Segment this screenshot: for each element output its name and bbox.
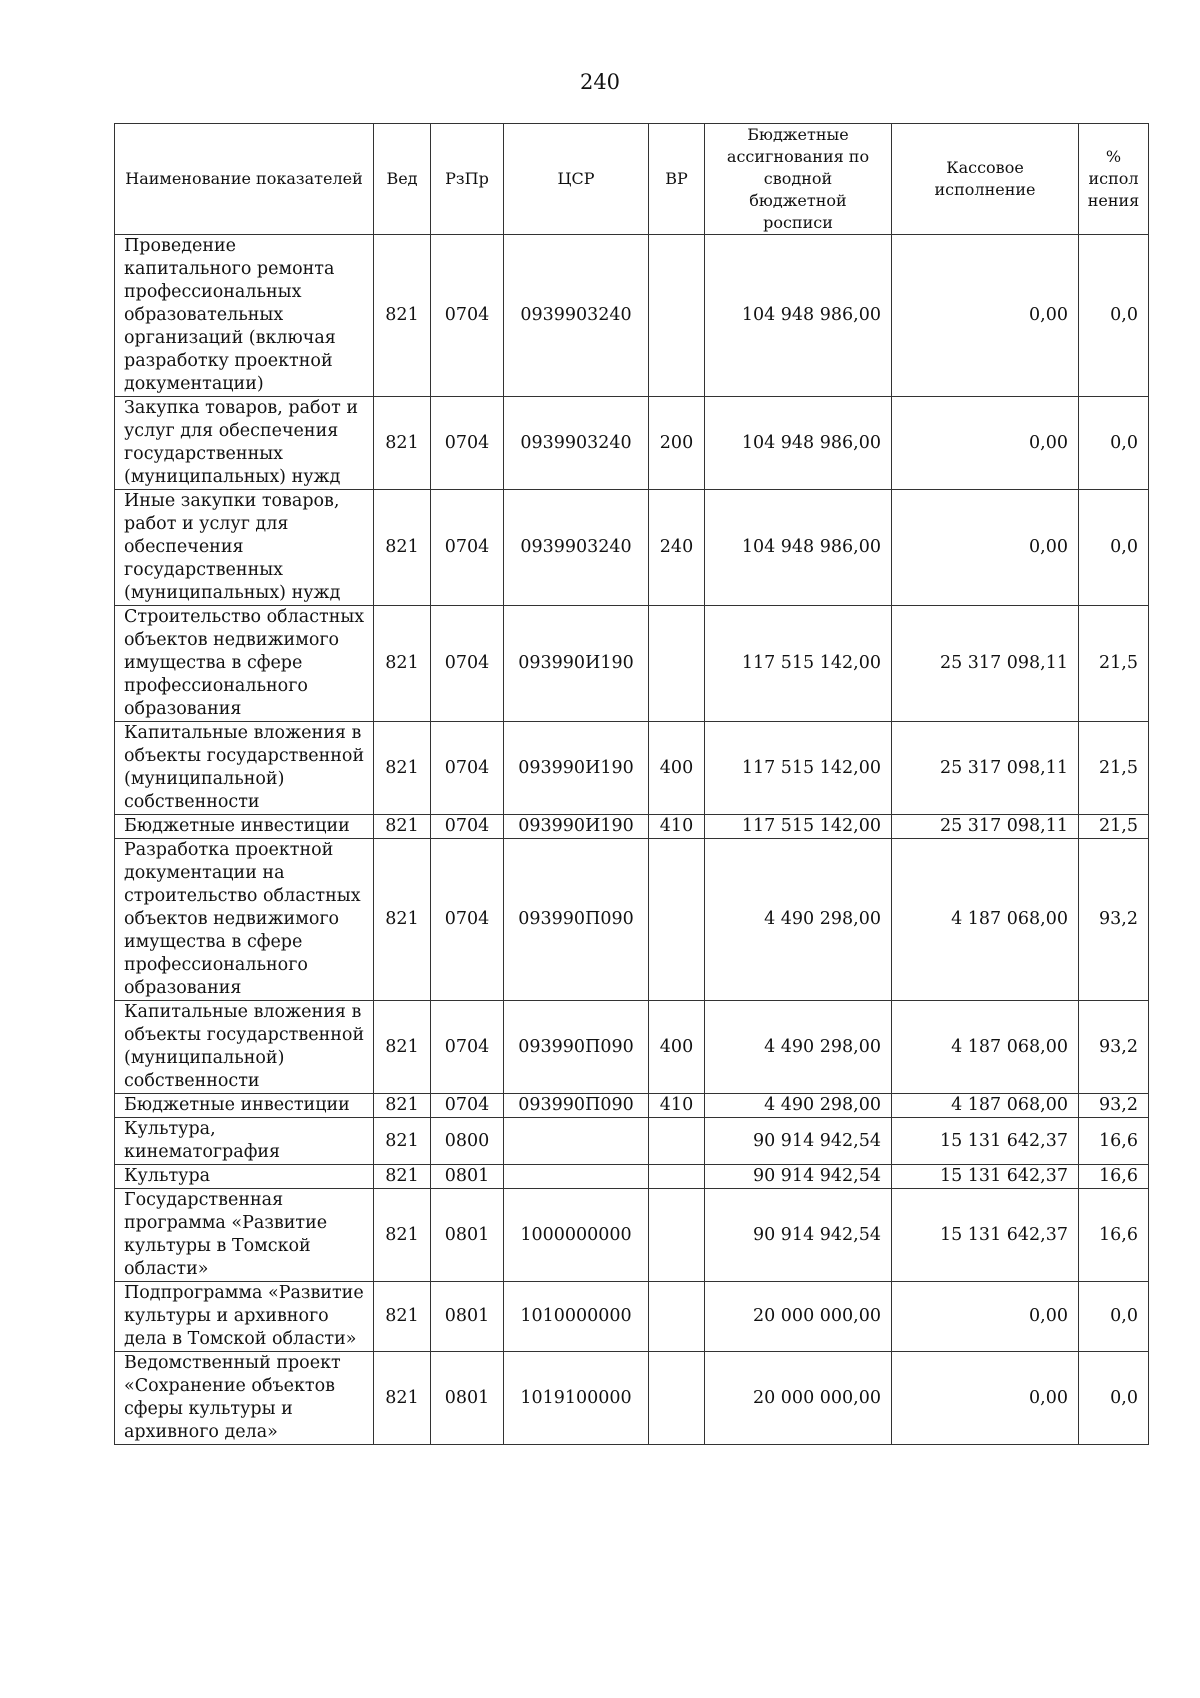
- cell-ved: 821: [374, 490, 431, 606]
- cell-name: Разработка проектной документации на строительство областных объектов недвижимого имущества в сфере профессионального образования: [115, 839, 374, 1001]
- cell-vr: 240: [649, 490, 705, 606]
- cell-cash: 0,00: [892, 235, 1079, 397]
- table-row: [115, 1165, 1149, 1189]
- cell-ved: 821: [374, 235, 431, 397]
- cell-csr: [504, 1165, 649, 1189]
- header-name: Наименование показателей: [115, 124, 374, 235]
- table-row: [115, 1282, 1149, 1352]
- cell-vr: [649, 1282, 705, 1352]
- cell-vr: [649, 1189, 705, 1282]
- cell-name: Ведомственный проект «Сохранение объектов сферы культуры и архивного дела»: [115, 1352, 374, 1445]
- cell-percent: 16,6: [1079, 1189, 1149, 1282]
- cell-name: Подпрограмма «Развитие культуры и архивного дела в Томской области»: [115, 1282, 374, 1352]
- cell-vr: [649, 1165, 705, 1189]
- cell-rzpr: 0704: [431, 397, 504, 490]
- cell-ved: 821: [374, 1352, 431, 1445]
- cell-csr: 0939903240: [504, 490, 649, 606]
- cell-csr: 093990П090: [504, 1094, 649, 1118]
- cell-ved: 821: [374, 1165, 431, 1189]
- cell-rzpr: 0704: [431, 1094, 504, 1118]
- cell-budget: 117 515 142,00: [705, 606, 892, 722]
- cell-cash: 4 187 068,00: [892, 1001, 1079, 1094]
- cell-budget: 20 000 000,00: [705, 1352, 892, 1445]
- cell-cash: 4 187 068,00: [892, 839, 1079, 1001]
- cell-rzpr: 0704: [431, 235, 504, 397]
- cell-budget: 90 914 942,54: [705, 1165, 892, 1189]
- header-budget: Бюджетные ассигнования по сводной бюджетной росписи: [705, 124, 892, 235]
- cell-rzpr: 0704: [431, 839, 504, 1001]
- cell-rzpr: 0800: [431, 1118, 504, 1165]
- cell-budget: 90 914 942,54: [705, 1189, 892, 1282]
- header-csr: ЦСР: [504, 124, 649, 235]
- cell-cash: 4 187 068,00: [892, 1094, 1079, 1118]
- cell-percent: 21,5: [1079, 722, 1149, 815]
- cell-rzpr: 0704: [431, 815, 504, 839]
- cell-rzpr: 0801: [431, 1189, 504, 1282]
- cell-vr: 410: [649, 815, 705, 839]
- budget-execution-table: [114, 123, 1149, 1445]
- cell-ved: 821: [374, 1189, 431, 1282]
- cell-csr: 1010000000: [504, 1282, 649, 1352]
- cell-percent: 16,6: [1079, 1165, 1149, 1189]
- cell-ved: 821: [374, 397, 431, 490]
- cell-cash: 0,00: [892, 1282, 1079, 1352]
- header-ved: Вед: [374, 124, 431, 235]
- cell-vr: [649, 839, 705, 1001]
- cell-percent: 21,5: [1079, 606, 1149, 722]
- cell-rzpr: 0801: [431, 1282, 504, 1352]
- cell-name: Капитальные вложения в объекты государственной (муниципальной) собственности: [115, 722, 374, 815]
- cell-ved: 821: [374, 722, 431, 815]
- cell-cash: 25 317 098,11: [892, 815, 1079, 839]
- cell-budget: 117 515 142,00: [705, 722, 892, 815]
- table-row: [115, 815, 1149, 839]
- table-header: [115, 124, 1149, 235]
- cell-percent: 16,6: [1079, 1118, 1149, 1165]
- cell-percent: 21,5: [1079, 815, 1149, 839]
- cell-cash: 15 131 642,37: [892, 1165, 1079, 1189]
- cell-csr: 093990П090: [504, 839, 649, 1001]
- cell-csr: 093990П090: [504, 1001, 649, 1094]
- cell-ved: 821: [374, 1094, 431, 1118]
- cell-percent: 93,2: [1079, 1094, 1149, 1118]
- cell-budget: 4 490 298,00: [705, 1094, 892, 1118]
- cell-vr: 410: [649, 1094, 705, 1118]
- cell-csr: 1000000000: [504, 1189, 649, 1282]
- cell-cash: 15 131 642,37: [892, 1118, 1079, 1165]
- cell-percent: 93,2: [1079, 1001, 1149, 1094]
- cell-rzpr: 0704: [431, 722, 504, 815]
- cell-ved: 821: [374, 1118, 431, 1165]
- cell-cash: 15 131 642,37: [892, 1189, 1079, 1282]
- table-row: [115, 1001, 1149, 1094]
- cell-csr: 0939903240: [504, 235, 649, 397]
- cell-rzpr: 0704: [431, 606, 504, 722]
- table-row: [115, 397, 1149, 490]
- cell-cash: 25 317 098,11: [892, 722, 1079, 815]
- header-cash: Кассовое исполнение: [892, 124, 1079, 235]
- header-vr: ВР: [649, 124, 705, 235]
- cell-name: Проведение капитального ремонта профессиональных образовательных организаций (включая разработку проектной документации): [115, 235, 374, 397]
- cell-csr: [504, 1118, 649, 1165]
- table-row: [115, 235, 1149, 397]
- cell-vr: 400: [649, 722, 705, 815]
- cell-ved: 821: [374, 606, 431, 722]
- cell-budget: 4 490 298,00: [705, 1001, 892, 1094]
- table-body: [115, 235, 1149, 1445]
- cell-budget: 4 490 298,00: [705, 839, 892, 1001]
- cell-vr: 200: [649, 397, 705, 490]
- cell-cash: 0,00: [892, 490, 1079, 606]
- cell-name: Иные закупки товаров, работ и услуг для обеспечения государственных (муниципальных) нужд: [115, 490, 374, 606]
- cell-cash: 0,00: [892, 1352, 1079, 1445]
- cell-percent: 0,0: [1079, 1352, 1149, 1445]
- cell-rzpr: 0704: [431, 1001, 504, 1094]
- cell-cash: 25 317 098,11: [892, 606, 1079, 722]
- cell-vr: [649, 235, 705, 397]
- table-row: [115, 1189, 1149, 1282]
- cell-budget: 104 948 986,00: [705, 490, 892, 606]
- cell-name: Культура, кинематография: [115, 1118, 374, 1165]
- cell-rzpr: 0801: [431, 1165, 504, 1189]
- table-row: [115, 1352, 1149, 1445]
- cell-ved: 821: [374, 815, 431, 839]
- cell-rzpr: 0801: [431, 1352, 504, 1445]
- table-row: [115, 722, 1149, 815]
- cell-percent: 0,0: [1079, 1282, 1149, 1352]
- cell-percent: 0,0: [1079, 235, 1149, 397]
- table-row: [115, 1094, 1149, 1118]
- cell-budget: 104 948 986,00: [705, 235, 892, 397]
- cell-budget: 117 515 142,00: [705, 815, 892, 839]
- cell-csr: 1019100000: [504, 1352, 649, 1445]
- table-row: [115, 1118, 1149, 1165]
- cell-name: Бюджетные инвестиции: [115, 815, 374, 839]
- table-row: [115, 606, 1149, 722]
- page-number: 240: [579, 70, 621, 94]
- cell-name: Культура: [115, 1165, 374, 1189]
- cell-name: Государственная программа «Развитие культуры в Томской области»: [115, 1189, 374, 1282]
- cell-vr: [649, 606, 705, 722]
- cell-name: Закупка товаров, работ и услуг для обеспечения государственных (муниципальных) нужд: [115, 397, 374, 490]
- cell-vr: 400: [649, 1001, 705, 1094]
- header-percent: % испол нения: [1079, 124, 1149, 235]
- cell-budget: 90 914 942,54: [705, 1118, 892, 1165]
- cell-name: Бюджетные инвестиции: [115, 1094, 374, 1118]
- cell-percent: 93,2: [1079, 839, 1149, 1001]
- cell-cash: 0,00: [892, 397, 1079, 490]
- cell-percent: 0,0: [1079, 490, 1149, 606]
- cell-csr: 0939903240: [504, 397, 649, 490]
- cell-csr: 093990И190: [504, 815, 649, 839]
- cell-name: Капитальные вложения в объекты государственной (муниципальной) собственности: [115, 1001, 374, 1094]
- cell-vr: [649, 1352, 705, 1445]
- cell-ved: 821: [374, 1001, 431, 1094]
- cell-budget: 104 948 986,00: [705, 397, 892, 490]
- cell-name: Строительство областных объектов недвижимого имущества в сфере профессионального образования: [115, 606, 374, 722]
- cell-csr: 093990И190: [504, 606, 649, 722]
- header-row: [115, 124, 1149, 235]
- cell-rzpr: 0704: [431, 490, 504, 606]
- cell-percent: 0,0: [1079, 397, 1149, 490]
- cell-vr: [649, 1118, 705, 1165]
- cell-budget: 20 000 000,00: [705, 1282, 892, 1352]
- cell-csr: 093990И190: [504, 722, 649, 815]
- cell-ved: 821: [374, 1282, 431, 1352]
- cell-ved: 821: [374, 839, 431, 1001]
- header-rzpr: РзПр: [431, 124, 504, 235]
- table-row: [115, 839, 1149, 1001]
- table-row: [115, 490, 1149, 606]
